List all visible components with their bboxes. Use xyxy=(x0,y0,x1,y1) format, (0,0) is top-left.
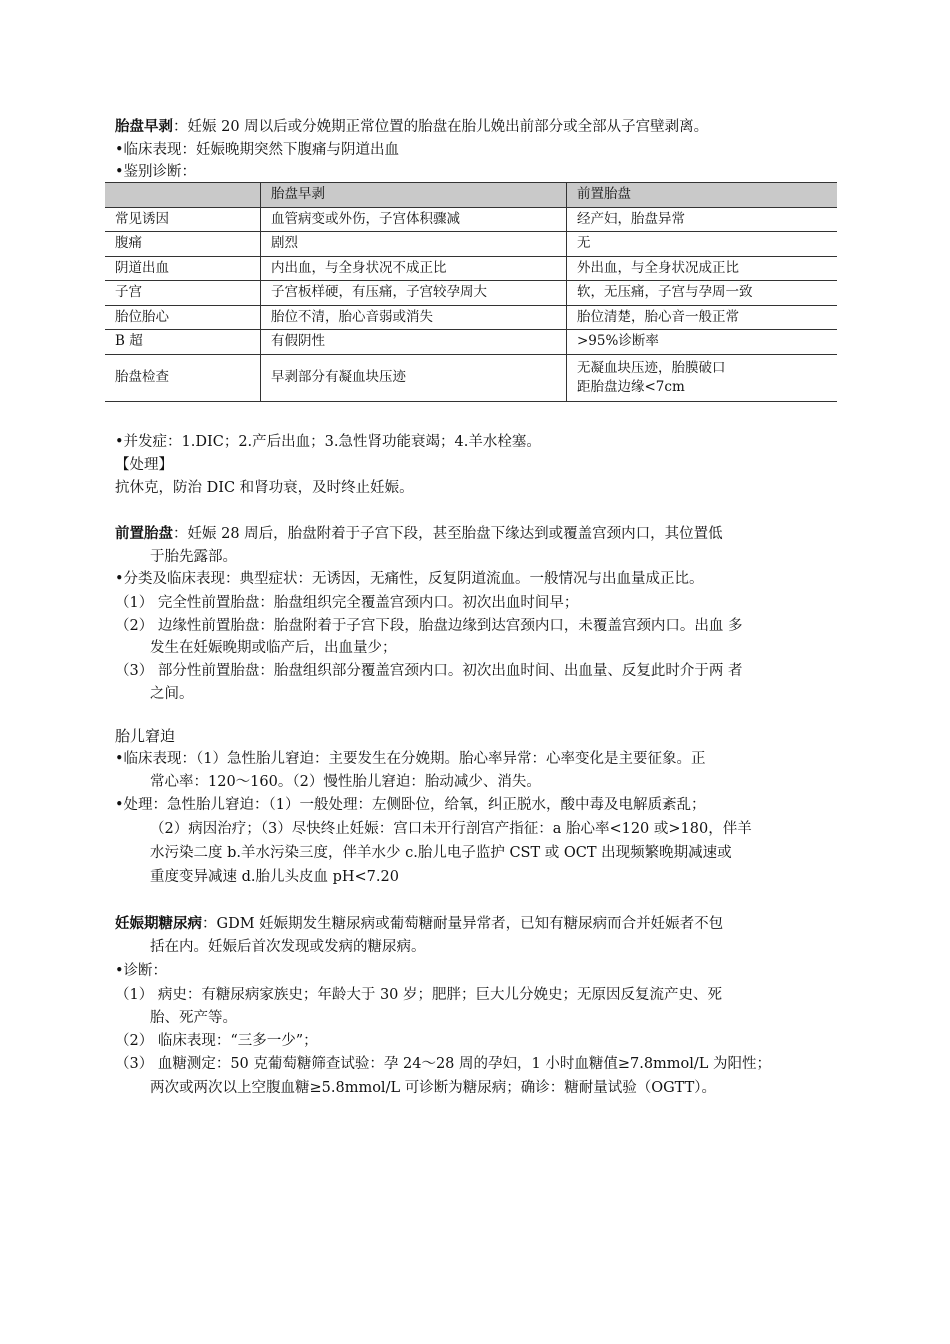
previa-definition xyxy=(115,523,723,545)
table-row xyxy=(105,354,837,401)
table-row xyxy=(105,305,837,330)
distress-treatment-cont-2: 水污染二度 b.羊水污染三度，伴羊水少 c.胎儿电子监护 CST 或 OCT 出现频繁晚期减速或 xyxy=(150,845,732,861)
table-cell: >95%诊断率 xyxy=(567,330,838,355)
previa-item-3-cont: 之间。 xyxy=(150,686,194,702)
previa-classification: •分类及临床表现：典型症状：无诱因，无痛性，反复阴道流血。一般情况与出血量成正比。 xyxy=(115,571,704,587)
table-cell: 胎盘检查 xyxy=(105,354,261,401)
table-cell xyxy=(567,354,838,401)
gdm-item-3: （3） 血糖测定：50 克葡萄糖筛查试验：孕 24～28 周的孕妇，1 小时血糖值≥7.8mmol/L 为阳性； xyxy=(115,1056,772,1072)
table-row xyxy=(105,281,837,306)
gdm-definition-text: ：GDM 妊娠期发生糖尿病或葡萄糖耐量异常者，已知有糖尿病而合并妊娠者不包 xyxy=(202,916,724,932)
previa-item-2: （2） 边缘性前置胎盘：胎盘附着于子宫下段，胎盘边缘到达宫颈内口，未覆盖宫颈内口。出血 多 xyxy=(115,618,743,634)
abruption-diff-label: •鉴别诊断： xyxy=(115,164,197,180)
table-cell: 剧烈 xyxy=(261,232,567,257)
table-cell: 经产妇，胎盘异常 xyxy=(567,207,838,232)
table-cell: 软，无压痛，子宫与孕周一致 xyxy=(567,281,838,306)
table-header-cell xyxy=(105,183,261,208)
distress-treatment-cont-3: 重度变异减速 d.胎儿头皮血 pH<7.20 xyxy=(150,869,399,885)
gdm-definition-cont: 括在内。妊娠后首次发现或发病的糖尿病。 xyxy=(150,939,426,955)
gdm-definition xyxy=(115,913,723,935)
table-cell: 胎位不清，胎心音弱或消失 xyxy=(261,305,567,330)
table-cell: 子宫 xyxy=(105,281,261,306)
complications: •并发症：1.DIC；2.产后出血；3.急性肾功能衰竭；4.羊水栓塞。 xyxy=(115,434,541,450)
table-row xyxy=(105,256,837,281)
table-cell-line: 无凝血块压迹，胎膜破口 xyxy=(577,359,726,376)
table-cell: 阴道出血 xyxy=(105,256,261,281)
previa-item-1: （1） 完全性前置胎盘：胎盘组织完全覆盖宫颈内口。初次出血时间早； xyxy=(115,595,579,611)
gdm-item-2: （2） 临床表现：“三多一少”； xyxy=(115,1033,318,1049)
table-cell: 胎位清楚，胎心音一般正常 xyxy=(567,305,838,330)
table-cell-line: 距胎盘边缘<7cm xyxy=(577,378,685,395)
table-cell: 常见诱因 xyxy=(105,207,261,232)
table-row xyxy=(105,330,837,355)
table-header-row xyxy=(105,183,837,208)
table-cell: 外出血，与全身状况成正比 xyxy=(567,256,838,281)
table-cell: 早剥部分有凝血块压迹 xyxy=(261,354,567,401)
differential-table xyxy=(105,182,837,402)
distress-treatment-cont-1: （2）病因治疗；（3）尽快终止妊娠：宫口未开行剖宫产指征：a 胎心率<120 或>180，伴羊 xyxy=(150,821,752,837)
abruption-term: 胎盘早剥 xyxy=(115,119,173,135)
abruption-definition-text: ：妊娠 20 周以后或分娩期正常位置的胎盘在胎儿娩出前部分或全部从子宫壁剥离。 xyxy=(173,119,709,135)
table-header-cell: 前置胎盘 xyxy=(567,183,838,208)
table-cell: 胎位胎心 xyxy=(105,305,261,330)
gdm-item-1-cont: 胎、死产等。 xyxy=(150,1010,237,1026)
previa-definition-text: ：妊娠 28 周后，胎盘附着于子宫下段，甚至胎盘下缘达到或覆盖宫颈内口，其位置低 xyxy=(173,526,723,542)
table-cell: 无 xyxy=(567,232,838,257)
table-cell: 子宫板样硬，有压痛，子宫较孕周大 xyxy=(261,281,567,306)
table-cell: 有假阴性 xyxy=(261,330,567,355)
treatment-heading: 【处理】 xyxy=(115,457,173,473)
abruption-clinical: •临床表现：妊娠晚期突然下腹痛与阴道出血 xyxy=(115,142,400,158)
distress-heading: 胎儿窘迫 xyxy=(115,727,176,745)
previa-term: 前置胎盘 xyxy=(115,526,173,542)
table-header-cell: 胎盘早剥 xyxy=(261,183,567,208)
gdm-item-3-cont: 两次或两次以上空腹血糖≥5.8mmol/L 可诊断为糖尿病；确诊：糖耐量试验（OGTT）。 xyxy=(150,1080,717,1096)
table-row xyxy=(105,207,837,232)
distress-clinical-cont: 常心率：120～160。（2）慢性胎儿窘迫：胎动减少、消失。 xyxy=(150,774,541,790)
previa-item-2-cont: 发生在妊娠晚期或临产后，出血量少； xyxy=(150,640,397,656)
previa-definition-cont: 于胎先露部。 xyxy=(150,549,237,565)
gdm-item-1: （1） 病史：有糖尿病家族史；年龄大于 30 岁；肥胖；巨大儿分娩史；无原因反复流产史、死 xyxy=(115,987,722,1003)
abruption-definition xyxy=(115,116,708,138)
table-cell: 内出血，与全身状况不成正比 xyxy=(261,256,567,281)
gdm-term: 妊娠期糖尿病 xyxy=(115,916,202,932)
distress-treatment: •处理：急性胎儿窘迫：（1）一般处理：左侧卧位，给氧，纠正脱水，酸中毒及电解质紊乱； xyxy=(115,797,706,813)
gdm-diagnosis-label: •诊断： xyxy=(115,963,168,979)
previa-item-3: （3） 部分性前置胎盘：胎盘组织部分覆盖宫颈内口。初次出血时间、出血量、反复此时介于两 者 xyxy=(115,663,743,679)
table-cell: 血管病变或外伤，子宫体积骤减 xyxy=(261,207,567,232)
treatment-text: 抗休克，防治 DIC 和肾功衰，及时终止妊娠。 xyxy=(115,480,414,496)
table-row xyxy=(105,232,837,257)
distress-clinical: •临床表现：（1）急性胎儿窘迫：主要发生在分娩期。胎心率异常：心率变化是主要征象。正 xyxy=(115,751,706,767)
table-cell: 腹痛 xyxy=(105,232,261,257)
table-cell: B 超 xyxy=(105,330,261,355)
